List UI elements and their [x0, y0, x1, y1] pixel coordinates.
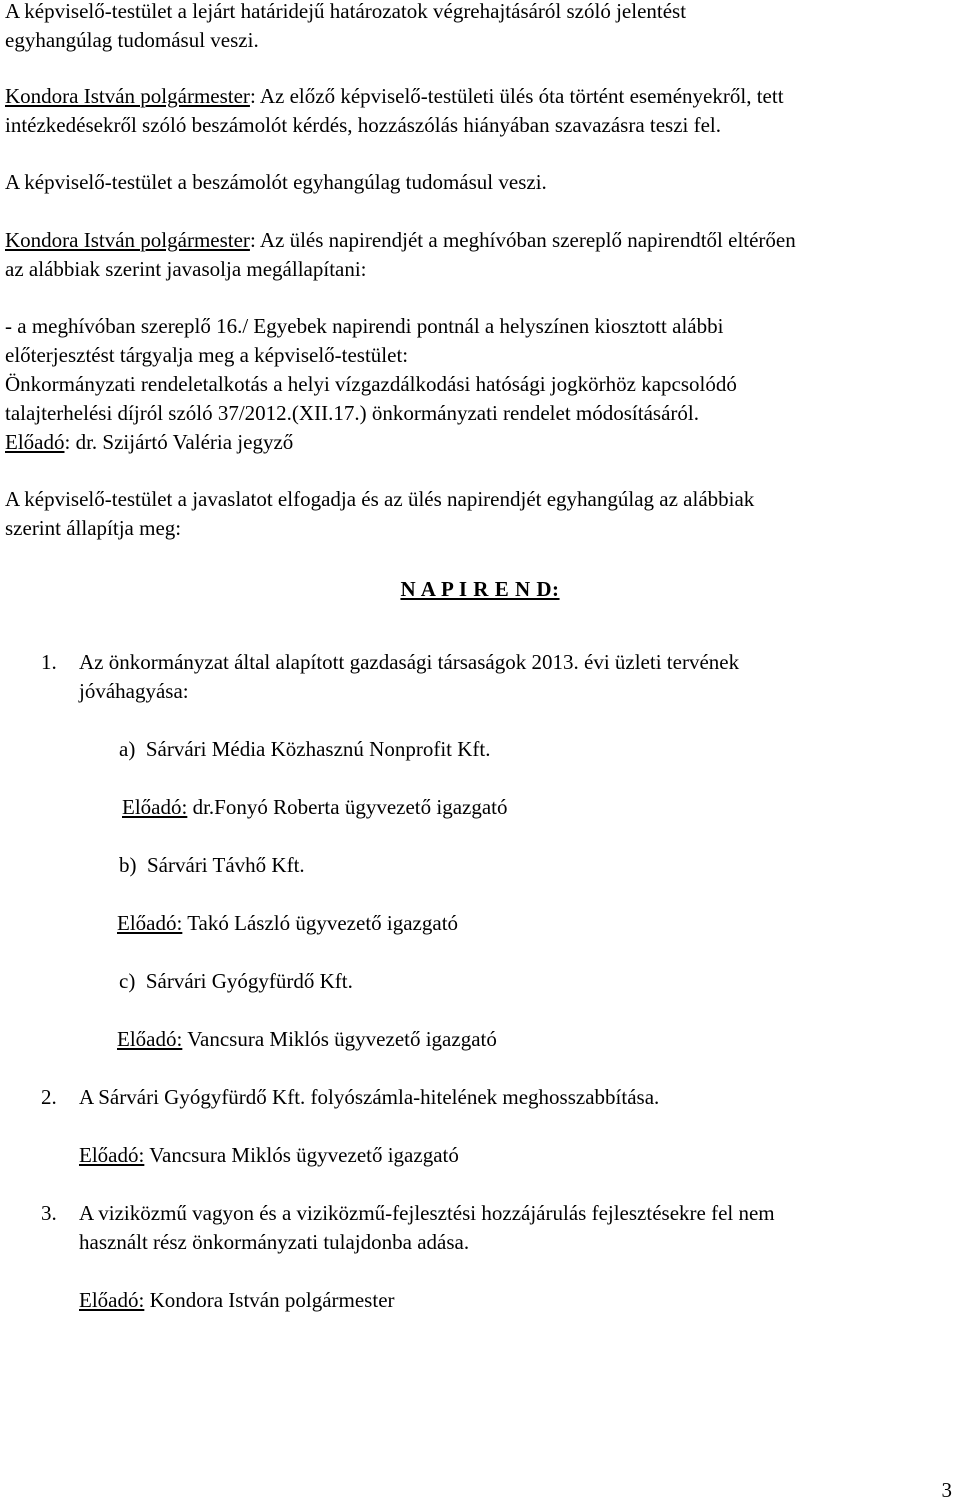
- sub-item-text: Sárvári Gyógyfürdő Kft.: [145, 969, 353, 993]
- agenda-item-number: 1.: [41, 650, 57, 674]
- speaker-name: Kondora István polgármester: [5, 228, 250, 252]
- presenter-line: [122, 793, 508, 822]
- presenter-line: [117, 909, 458, 938]
- agenda-item-text: [79, 648, 955, 706]
- presenter-label: Előadó: [5, 430, 65, 454]
- paragraph-line: - a meghívóban szereplő 16./ Egyebek napirendi pontnál a helyszínen kiosztott alábbi: [5, 314, 724, 338]
- paragraph-line: : Az előző képviselő-testületi ülés óta történt eseményekről, tett: [249, 84, 784, 108]
- paragraph-line: A képviselő-testület a javaslatot elfogadja és az ülés napirendjét egyhangúlag az alábbiak: [5, 487, 755, 511]
- paragraph-line: talajterhelési díjról szóló 37/2012.(XII.17.) önkormányzati rendelet módosításáról.: [5, 401, 699, 425]
- agenda-item-number: 2.: [41, 1085, 57, 1109]
- sub-item-label: c): [119, 969, 136, 993]
- paragraph-report-accepted: [5, 168, 955, 197]
- paragraph-line: A képviselő-testület a lejárt határidejű határozatok végrehajtásáról szóló jelentést: [5, 0, 687, 23]
- presenter-label: Előadó:: [117, 1027, 183, 1051]
- presenter-label: Előadó:: [117, 911, 183, 935]
- paragraph-line: : Az ülés napirendjét a meghívóban szereplő napirendtől eltérően: [249, 228, 796, 252]
- agenda-title: N A P I R E N D:: [400, 577, 560, 601]
- sub-item-c: [119, 967, 353, 996]
- presenter-name: Kondora István polgármester: [144, 1288, 395, 1312]
- agenda-item-line: használt rész önkormányzati tulajdonba adása.: [79, 1230, 470, 1254]
- agenda-item-line: jóváhagyása:: [79, 679, 189, 703]
- paragraph-line: Önkormányzati rendeletalkotás a helyi vízgazdálkodási hatósági jogkörhöz kapcsolódó: [5, 372, 737, 396]
- paragraph-mayor-report: [5, 82, 955, 140]
- paragraph-extra-item: [5, 312, 955, 457]
- presenter-line: [79, 1141, 459, 1170]
- agenda-item-line: Az önkormányzat által alapított gazdasági társaságok 2013. évi üzleti tervének: [79, 650, 740, 674]
- presenter-label: Előadó:: [122, 795, 188, 819]
- sub-item-label: b): [119, 853, 137, 877]
- sub-item-label: a): [119, 737, 136, 761]
- agenda-item-line: A Sárvári Gyógyfürdő Kft. folyószámla-hitelének meghosszabbítása.: [79, 1085, 660, 1109]
- paragraph-line: egyhangúlag tudomásul veszi.: [5, 28, 259, 52]
- paragraph-agenda-proposal: [5, 226, 955, 284]
- presenter-name: Vancsura Miklós ügyvezető igazgató: [144, 1143, 459, 1167]
- presenter-label: Előadó:: [79, 1288, 145, 1312]
- agenda-item-number: 3.: [41, 1201, 57, 1225]
- presenter-name: Vancsura Miklós ügyvezető igazgató: [182, 1027, 497, 1051]
- presenter-name: Takó László ügyvezető igazgató: [182, 911, 459, 935]
- paragraph-line: az alábbiak szerint javasolja megállapítani:: [5, 257, 367, 281]
- paragraph-line: szerint állapítja meg:: [5, 516, 182, 540]
- paragraph-line: intézkedésekről szóló beszámolót kérdés, hozzászólás hiányában szavazásra teszi fel.: [5, 113, 722, 137]
- agenda-item-line: A viziközmű vagyon és a viziközmű-fejlesztési hozzájárulás fejlesztésekre fel nem: [79, 1201, 775, 1225]
- paragraph-line: előterjesztést tárgyalja meg a képviselő-testület:: [5, 343, 409, 367]
- presenter-line: [79, 1286, 395, 1315]
- presenter-line: [117, 1025, 497, 1054]
- presenter-name: : dr. Szijártó Valéria jegyző: [64, 430, 294, 454]
- speaker-name: Kondora István polgármester: [5, 84, 250, 108]
- presenter-name: dr.Fonyó Roberta ügyvezető igazgató: [187, 795, 508, 819]
- sub-item-text: Sárvári Média Közhasznú Nonprofit Kft.: [145, 737, 491, 761]
- sub-item-a: [119, 735, 490, 764]
- page-number: 3: [941, 1478, 952, 1502]
- sub-item-text: Sárvári Távhő Kft.: [147, 853, 305, 877]
- paragraph-agenda-accepted: [5, 485, 955, 543]
- agenda-heading: [5, 575, 955, 604]
- presenter-label: Előadó:: [79, 1143, 145, 1167]
- agenda-item-text: [79, 1083, 955, 1112]
- sub-item-b: [119, 851, 305, 880]
- paragraph-line: A képviselő-testület a beszámolót egyhangúlag tudomásul veszi.: [5, 170, 547, 194]
- agenda-item-text: [79, 1199, 955, 1257]
- paragraph-resolutions: [5, 0, 955, 55]
